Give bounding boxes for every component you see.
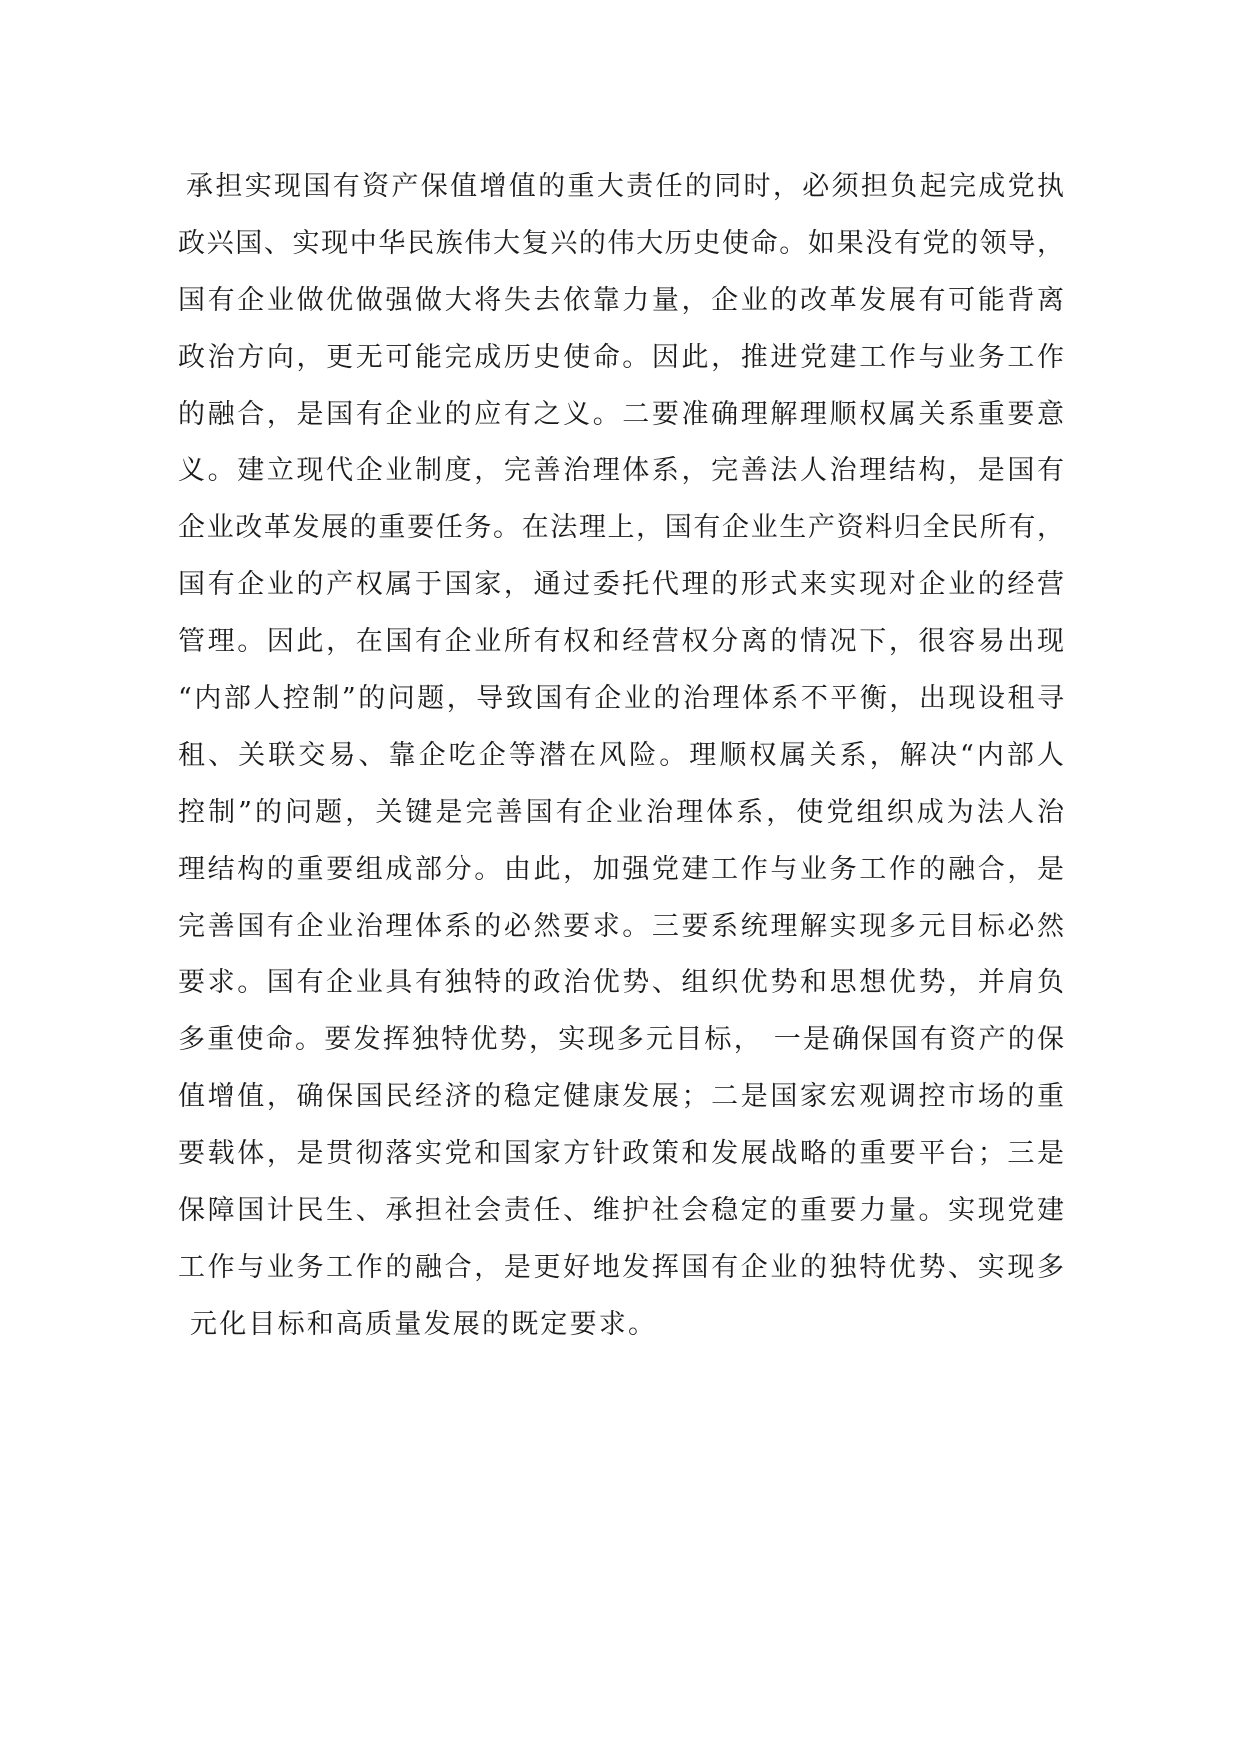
text-line: 义。建立现代企业制度，完善治理体系，完善法人治理结构，是国有 (178, 455, 1064, 487)
text-line: 多重使命。要发挥独特优势，实现多元目标， 一是确保国有资产的保 (178, 1024, 1064, 1056)
text-line: “内部人控制”的问题，导致国有企业的治理体系不平衡，出现设租寻 (178, 683, 1064, 715)
text-line: 控制”的问题，关键是完善国有企业治理体系，使党组织成为法人治 (178, 796, 1064, 828)
text-line: 要求。国有企业具有独特的政治优势、组织优势和思想优势，并肩负 (178, 967, 1064, 999)
text-line: 工作与业务工作的融合，是更好地发挥国有企业的独特优势、实现多 (178, 1251, 1064, 1283)
text-line: 完善国有企业治理体系的必然要求。三要系统理解实现多元目标必然 (178, 910, 1064, 942)
text-line: 保障国计民生、承担社会责任、维护社会稳定的重要力量。实现党建 (178, 1195, 1064, 1227)
text-line: 元化目标和高质量发展的既定要求。 (190, 1308, 658, 1340)
text-line: 政兴国、实现中华民族伟大复兴的伟大历史使命。如果没有党的领导， (178, 227, 1064, 259)
text-line: 租、关联交易、靠企吃企等潜在风险。理顺权属关系，解决“内部人 (178, 739, 1064, 771)
text-line: 值增值，确保国民经济的稳定健康发展；二是国家宏观调控市场的重 (178, 1081, 1064, 1113)
text-line: 政治方向，更无可能完成历史使命。因此，推进党建工作与业务工作 (178, 341, 1064, 373)
text-line: 承担实现国有资产保值增值的重大责任的同时，必须担负起完成党执 (186, 171, 1064, 202)
text-line: 的融合，是国有企业的应有之义。二要准确理解理顺权属关系重要意 (178, 398, 1064, 430)
text-line: 国有企业的产权属于国家，通过委托代理的形式来实现对企业的经营 (178, 569, 1064, 601)
text-line: 国有企业做优做强做大将失去依靠力量，企业的改革发展有可能背离 (178, 284, 1064, 316)
text-line: 企业改革发展的重要任务。在法理上，国有企业生产资料归全民所有， (178, 512, 1064, 544)
body-text (178, 166, 1064, 1361)
text-line: 理结构的重要组成部分。由此，加强党建工作与业务工作的融合，是 (178, 853, 1064, 885)
text-line: 管理。因此，在国有企业所有权和经营权分离的情况下，很容易出现 (178, 626, 1064, 658)
text-line: 要载体，是贯彻落实党和国家方针政策和发展战略的重要平台；三是 (178, 1138, 1064, 1170)
